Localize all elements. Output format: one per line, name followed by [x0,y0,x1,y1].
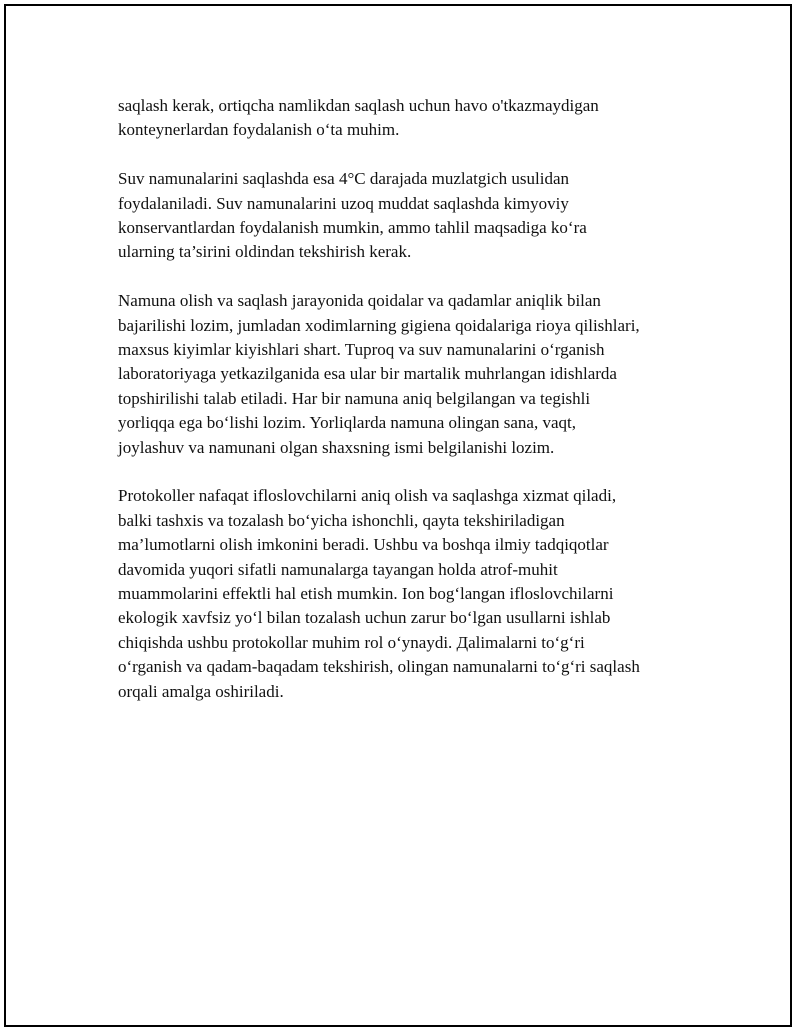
paragraph-2: Suv namunalarini saqlashda esa 4°C darajada muzlatgich usulidan foydalaniladi. Suv namunalarini uzoq muddat saqlashda kimyoviy konservantlardan foydalanish mumkin, ammo tahlil maqsadiga ko‘ra ularning ta’sirini oldindan tekshirish kerak. [118,169,587,262]
document-page [4,4,792,1027]
document-body [118,94,698,729]
paragraph-3: Namuna olish va saqlash jarayonida qoidalar va qadamlar aniqlik bilan bajarilishi lozim, jumladan xodimlarning gigiena qoidalariga rioya qilishlari, maxsus kiyimlar kiyishlari shart. Tuproq va suv namunalarini o‘rganish laboratoriyaga yetkazilganida esa ular bir martalik muhrlangan idishlarda topshirilishi talab etiladi. Har bir namuna aniq belgilangan va tegishli yorliqqa ega bo‘lishi lozim. Yorliqlarda namuna olingan sana, vaqt, joylashuv va namunani olgan shaxsning ismi belgilanishi lozim. [118,291,640,457]
paragraph-1: saqlash kerak, ortiqcha namlikdan saqlash uchun havo o'tkazmaydigan konteynerlardan foydalanish o‘ta muhim. [118,96,599,140]
paragraph-4: Protokoller nafaqat ifloslovchilarni aniq olish va saqlashga xizmat qiladi, balki tashxis va tozalash bo‘yicha ishonchli, qayta tekshiriladigan ma’lumotlarni olish imkonini beradi. Ushbu va boshqa ilmiy tadqiqotlar davomida yuqori sifatli namunalarga tayangan holda atrof-muhit muammolarini effektli hal etish mumkin. Ion bog‘langan ifloslovchilarni ekologik xavfsiz yo‘l bilan tozalash uchun zarur bo‘lgan usullarni ishlab chiqishda ushbu protokollar muhim rol o‘ynaydi. Дalimalarni to‘g‘ri o‘rganish va qadam-baqadam tekshirish, olingan namunalarni to‘g‘ri saqlash orqali amalga oshiriladi. [118,486,640,701]
